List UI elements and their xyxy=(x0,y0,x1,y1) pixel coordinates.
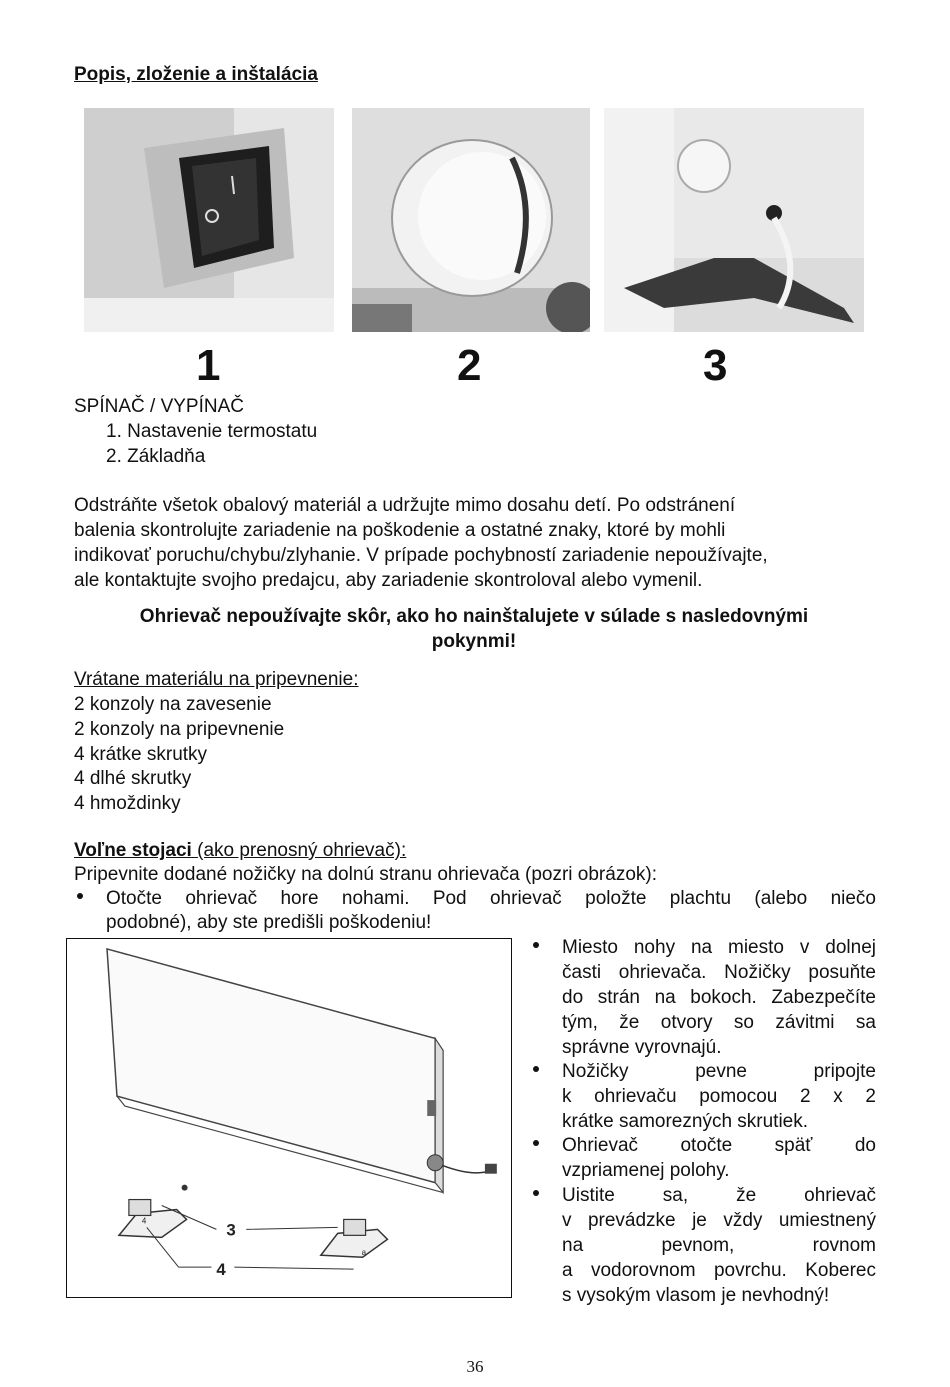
photo-knob xyxy=(352,108,590,332)
bullet-2-line: Miesto nohy na miesto v dolnej xyxy=(562,937,876,958)
warning-line-1: Ohrievač nepoužívajte skôr, ako ho nainštalujete v súlade s nasledovnými xyxy=(139,606,809,627)
bullet-5-line: s vysokým vlasom je nevhodný! xyxy=(562,1285,830,1306)
intro-line-2: balenia skontrolujte zariadenie na poškodenie a ostatné znaky, ktoré by mohli xyxy=(74,520,726,541)
bullet-5-line: Uistite sa, že ohrievač xyxy=(562,1185,876,1206)
bullet-3-line: k ohrievaču pomocou 2 x 2 xyxy=(562,1086,876,1107)
figure-small-label: 4 xyxy=(141,1216,147,1226)
materials-title: Vrátane materiálu na pripevnenie: xyxy=(74,669,359,690)
parts-item-2: 2. Základňa xyxy=(106,446,206,467)
page-number: 36 xyxy=(466,1357,484,1376)
parts-item-1: 1. Nastavenie termostatu xyxy=(106,421,318,442)
photo-switch xyxy=(84,108,334,332)
heater-diagram xyxy=(66,938,512,1298)
switch-label: SPÍNAČ / VYPÍNAČ xyxy=(74,396,244,417)
materials-item: 4 dlhé skrutky xyxy=(74,768,192,789)
bullet-2-line: správne vyrovnajú. xyxy=(562,1037,722,1058)
freestanding-intro: Pripevnite dodané nožičky na dolnú stranu ohrievača (pozri obrázok): xyxy=(74,864,657,885)
bullet-5-line: v prevádzke je vždy umiestnený xyxy=(562,1210,876,1231)
bullet-4-line: vzpriamenej polohy. xyxy=(562,1160,730,1181)
intro-line-4: ale kontaktujte svojho predajcu, aby zariadenie skontroloval alebo vymenil. xyxy=(74,570,703,591)
photo-number-2: 2 xyxy=(457,341,482,390)
intro-line-3: indikovať poruchu/chybu/zlyhanie. V prípade pochybností zariadenie nepoužívajte, xyxy=(74,545,768,566)
photo-number-1: 1 xyxy=(196,341,221,390)
freestanding-title xyxy=(74,838,406,863)
bullet-3-line: krátke samorezných skrutiek. xyxy=(562,1111,809,1132)
photo-base xyxy=(604,108,864,332)
bullet-dot xyxy=(77,893,83,899)
bullet-1-line-2: podobné), aby ste predišli poškodeniu! xyxy=(106,912,432,933)
materials-item: 4 krátke skrutky xyxy=(74,744,208,765)
bullet-dot xyxy=(533,1140,539,1146)
bullet-dot xyxy=(533,1190,539,1196)
bullet-2-line: časti ohrievača. Nožičky posuňte xyxy=(562,962,876,983)
bullet-2-line: do strán na bokoch. Zabezpečíte xyxy=(562,987,876,1008)
photo-number-3: 3 xyxy=(703,341,728,390)
bullet-1-line-1: Otočte ohrievač hore nohami. Pod ohrievač položte plachtu (alebo niečo xyxy=(106,888,876,909)
figure-label-3: 3 xyxy=(226,1220,236,1240)
figure-small-label: a xyxy=(361,1248,367,1258)
bullet-4-line: Ohrievač otočte späť do xyxy=(562,1135,876,1156)
warning-line-2: pokynmi! xyxy=(431,631,517,652)
materials-item: 4 hmoždinky xyxy=(74,793,181,814)
figure-label-4: 4 xyxy=(216,1260,226,1280)
bullet-3-line: Nožičky pevne pripojte xyxy=(562,1061,876,1082)
bullet-dot xyxy=(533,942,539,948)
freestanding-title-rest: (ako prenosný ohrievač): xyxy=(197,840,407,861)
bullet-5-line: na pevnom, rovnom xyxy=(562,1235,876,1256)
bullet-2-line: tým, že otvory so závitmi sa xyxy=(562,1012,876,1033)
bullet-5-line: a vodorovnom povrchu. Koberec xyxy=(562,1260,876,1281)
materials-item: 2 konzoly na pripevnenie xyxy=(74,719,285,740)
bullet-dot xyxy=(533,1066,539,1072)
freestanding-title-bold: Voľne stojaci xyxy=(74,840,192,861)
intro-line-1: Odstráňte všetok obalový materiál a udržujte mimo dosahu detí. Po odstránení xyxy=(74,495,736,516)
page-heading: Popis, zloženie a inštalácia xyxy=(74,64,318,85)
materials-item: 2 konzoly na zavesenie xyxy=(74,694,272,715)
